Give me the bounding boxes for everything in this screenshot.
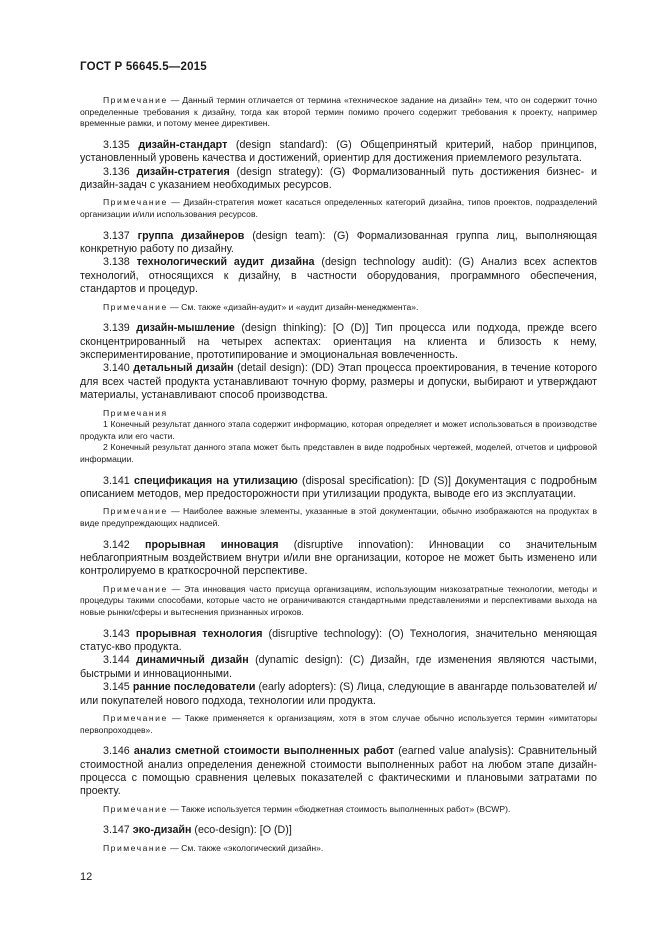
term-name: прорывная технология bbox=[135, 627, 263, 640]
term-definition: (design thinking): [O (D)] Тип процесса или подхода, прежде всего сконцентрированный на четырех аспектах: ориентация на клиента и близость к нему, экспериментирование, прототипирование и эмоциональная вовлеченность. bbox=[80, 322, 598, 362]
note-text: См. также «дизайн-аудит» и «аудит дизайн-менеджмента». bbox=[181, 301, 419, 312]
term-name: динамичный дизайн bbox=[136, 654, 249, 667]
note-text: Также используется термин «бюджетная стоимость выполненных работ» (BCWP). bbox=[181, 803, 511, 814]
term-name: дизайн-мышление bbox=[136, 322, 235, 335]
term-name: ранние последователи bbox=[132, 681, 256, 694]
note-text: Данный термин отличается от термина «техническое задание на дизайн» тем, что он содержит точно определенные требования к дизайну, тогда как второй термин помимо прочего содержит требования к проекту, например временные рамки, и потому менее директивен. bbox=[80, 95, 597, 129]
note-label: Примечание bbox=[103, 803, 168, 814]
term-entry bbox=[80, 322, 597, 362]
term-definition: (design standard): (G) Общепринятый критерий, набор принципов, установленный уровень качества и достижений, ориентир для достижения приемлемого результата. bbox=[80, 138, 598, 165]
term-entry bbox=[80, 628, 597, 655]
note-paragraph: Примечание — См. также «экологический дизайн». bbox=[103, 842, 324, 853]
note-text: Эта инновация часто присуща организациям, использующим низкозатратные технологии, методы и процедуры такими способами, которые часто не ограничиваются стандартными представлениями и перспективами выхода на новые рынки/сферы и вытеснения признанных игроков. bbox=[80, 583, 597, 618]
term-entry bbox=[80, 681, 597, 708]
note-label: Примечание bbox=[103, 95, 168, 105]
page-number: 12 bbox=[80, 871, 93, 883]
term-entry bbox=[80, 139, 597, 166]
term-definition: (disposal specification): [D (S)] Документация с подробным описанием методов, мер предосторожности при утилизации продукта, выводе его из эксплуатации. bbox=[80, 474, 597, 501]
term-name: дизайн-стандарт bbox=[138, 138, 228, 151]
note-item: 2 Конечный результат данного этапа может быть представлен в виде подробных чертежей, моделей, отчетов и цифровой информации. bbox=[80, 442, 597, 465]
term-name: технологический аудит дизайна bbox=[136, 256, 315, 269]
term-name: детальный дизайн bbox=[133, 362, 234, 375]
note-paragraph: Примечание — Наиболее важные элементы, указанные в этой документации, обычно изображаются на продуктах в виде предупреждающих надписей. bbox=[80, 506, 598, 529]
term-name: дизайн-стратегия bbox=[136, 165, 230, 178]
term-name: группа дизайнеров bbox=[137, 229, 245, 242]
note-paragraph: Примечание — Эта инновация часто присуща организациям, использующим низкозатратные технологии, методы и процедуры такими способами, которые часто не ограничиваются стандартными представлениями и перспективами выхода на новые рынки/сферы и вытеснения признанных игроков. bbox=[80, 583, 597, 618]
term-entry bbox=[80, 745, 597, 799]
document-body bbox=[80, 95, 597, 863]
term-number: 3.146 bbox=[103, 745, 134, 758]
note-label: Примечание bbox=[103, 842, 168, 853]
term-number: 3.138 bbox=[103, 256, 137, 269]
term-name: анализ сметной стоимости выполненных работ bbox=[133, 745, 395, 758]
term-entry bbox=[80, 654, 597, 681]
term-number: 3.140 bbox=[103, 362, 134, 375]
note-text: Дизайн-стратегия может касаться определенных категорий дизайна, типов проектов, подразделений организации и/или использования ресурсов. bbox=[80, 197, 598, 219]
term-definition: (disruptive technology): (O) Технология, значительно меняющая статус-кво продукта. bbox=[80, 627, 597, 654]
term-definition: (early adopters): (S) Лица, следующие в авангарде пользователей и/или покупателей нового подхода, технологии или продукта. bbox=[80, 681, 598, 707]
term-definition: (dynamic design): (C) Дизайн, где изменения являются частыми, быстрыми и инновационными. bbox=[80, 654, 597, 680]
term-entry bbox=[80, 824, 597, 837]
term-name: эко-дизайн bbox=[132, 824, 192, 837]
term-number: 3.143 bbox=[103, 627, 136, 640]
document-header: ГОСТ Р 56645.5—2015 bbox=[80, 61, 207, 73]
term-number: 3.145 bbox=[103, 681, 133, 694]
term-number: 3.142 bbox=[103, 538, 146, 551]
term-name: спецификация на утилизацию bbox=[134, 474, 298, 487]
term-entry bbox=[80, 230, 597, 257]
term-number: 3.137 bbox=[103, 229, 138, 242]
term-definition: (disruptive innovation): Инновации со значительным неблагоприятным воздействием внутри и/или вне организации, которое не может быть изменено или контролируемо в краткосрочной перспективе. bbox=[80, 538, 597, 578]
note-text: См. также «экологический дизайн». bbox=[181, 842, 324, 853]
term-entry bbox=[80, 166, 597, 193]
note-paragraph: Примечание — Данный термин отличается от термина «техническое задание на дизайн» тем, что он содержит точно определенные требования к дизайну, тогда как второй термин помимо прочего содержит требования к проекту, например временные рамки, и потому менее директивен. bbox=[80, 95, 597, 129]
term-definition: (earned value analysis): Сравнительный стоимостной анализ определения денежной стоимости выполненных работ на любом этапе дизайн-процесса с помощью сравнения целевых показателей с фактическими и плановыми затратами по проекту. bbox=[80, 745, 597, 798]
note-text: Также применяется к организациям, хотя в этом случае обычно используется термин «имитаторы первопроходцев». bbox=[80, 713, 597, 735]
term-number: 3.141 bbox=[103, 474, 135, 487]
note-label: Примечание bbox=[103, 713, 168, 724]
term-definition: (design team): (G) Формализованная группа лиц, выполняющая конкретную работу по дизайну. bbox=[80, 229, 597, 255]
term-number: 3.144 bbox=[103, 654, 137, 667]
note-label: Примечание bbox=[103, 197, 168, 208]
term-entry bbox=[80, 475, 597, 502]
term-number: 3.136 bbox=[103, 165, 137, 178]
term-definition: (design strategy): (G) Формализованный путь достижения бизнес- и дизайн-задач с указанием необходимых ресурсов. bbox=[80, 165, 598, 191]
notes-label: Примечания bbox=[103, 407, 168, 418]
term-definition: (eco-design): [O (D)] bbox=[191, 824, 292, 837]
term-number: 3.147 bbox=[103, 824, 133, 837]
note-paragraph: Примечание — См. также «дизайн-аудит» и «аудит дизайн-менеджмента». bbox=[103, 301, 419, 312]
term-number: 3.135 bbox=[103, 138, 139, 151]
term-definition: (detail design): (DD) Этап процесса проектирования, в течение которого для всех частей продукта устанавливают точную форму, размеры и допуски, выбирают и утверждают материалы, устанавливают способ производства. bbox=[80, 362, 598, 402]
note-paragraph: Примечание — Также используется термин «бюджетная стоимость выполненных работ» (BCWP). bbox=[103, 803, 511, 814]
note-label: Примечание bbox=[103, 301, 168, 312]
note-item: 1 Конечный результат данного этапа содержит информацию, которая определяет и может использоваться в производстве продукта или его части. bbox=[80, 419, 597, 441]
term-entry bbox=[80, 362, 597, 402]
term-number: 3.139 bbox=[103, 322, 137, 335]
term-entry bbox=[80, 256, 597, 296]
note-label: Примечание bbox=[103, 506, 168, 517]
note-label: Примечание bbox=[103, 583, 168, 594]
note-paragraph: Примечание — Также применяется к организациям, хотя в этом случае обычно используется термин «имитаторы первопроходцев». bbox=[80, 713, 597, 735]
note-text: Наиболее важные элементы, указанные в этой документации, обычно изображаются на продуктах в виде предупреждающих надписей. bbox=[80, 506, 598, 529]
notes-block bbox=[80, 408, 597, 466]
term-definition: (design technology audit): (G) Анализ всех аспектов технологий, относящихся к дизайну, в частности оборудования, программного обеспечения, стандартов и процедур. bbox=[80, 256, 597, 296]
term-entry bbox=[80, 539, 597, 579]
note-paragraph: Примечание — Дизайн-стратегия может касаться определенных категорий дизайна, типов проектов, подразделений организации и/или использования ресурсов. bbox=[80, 197, 598, 219]
term-name: прорывная инновация bbox=[145, 538, 279, 551]
